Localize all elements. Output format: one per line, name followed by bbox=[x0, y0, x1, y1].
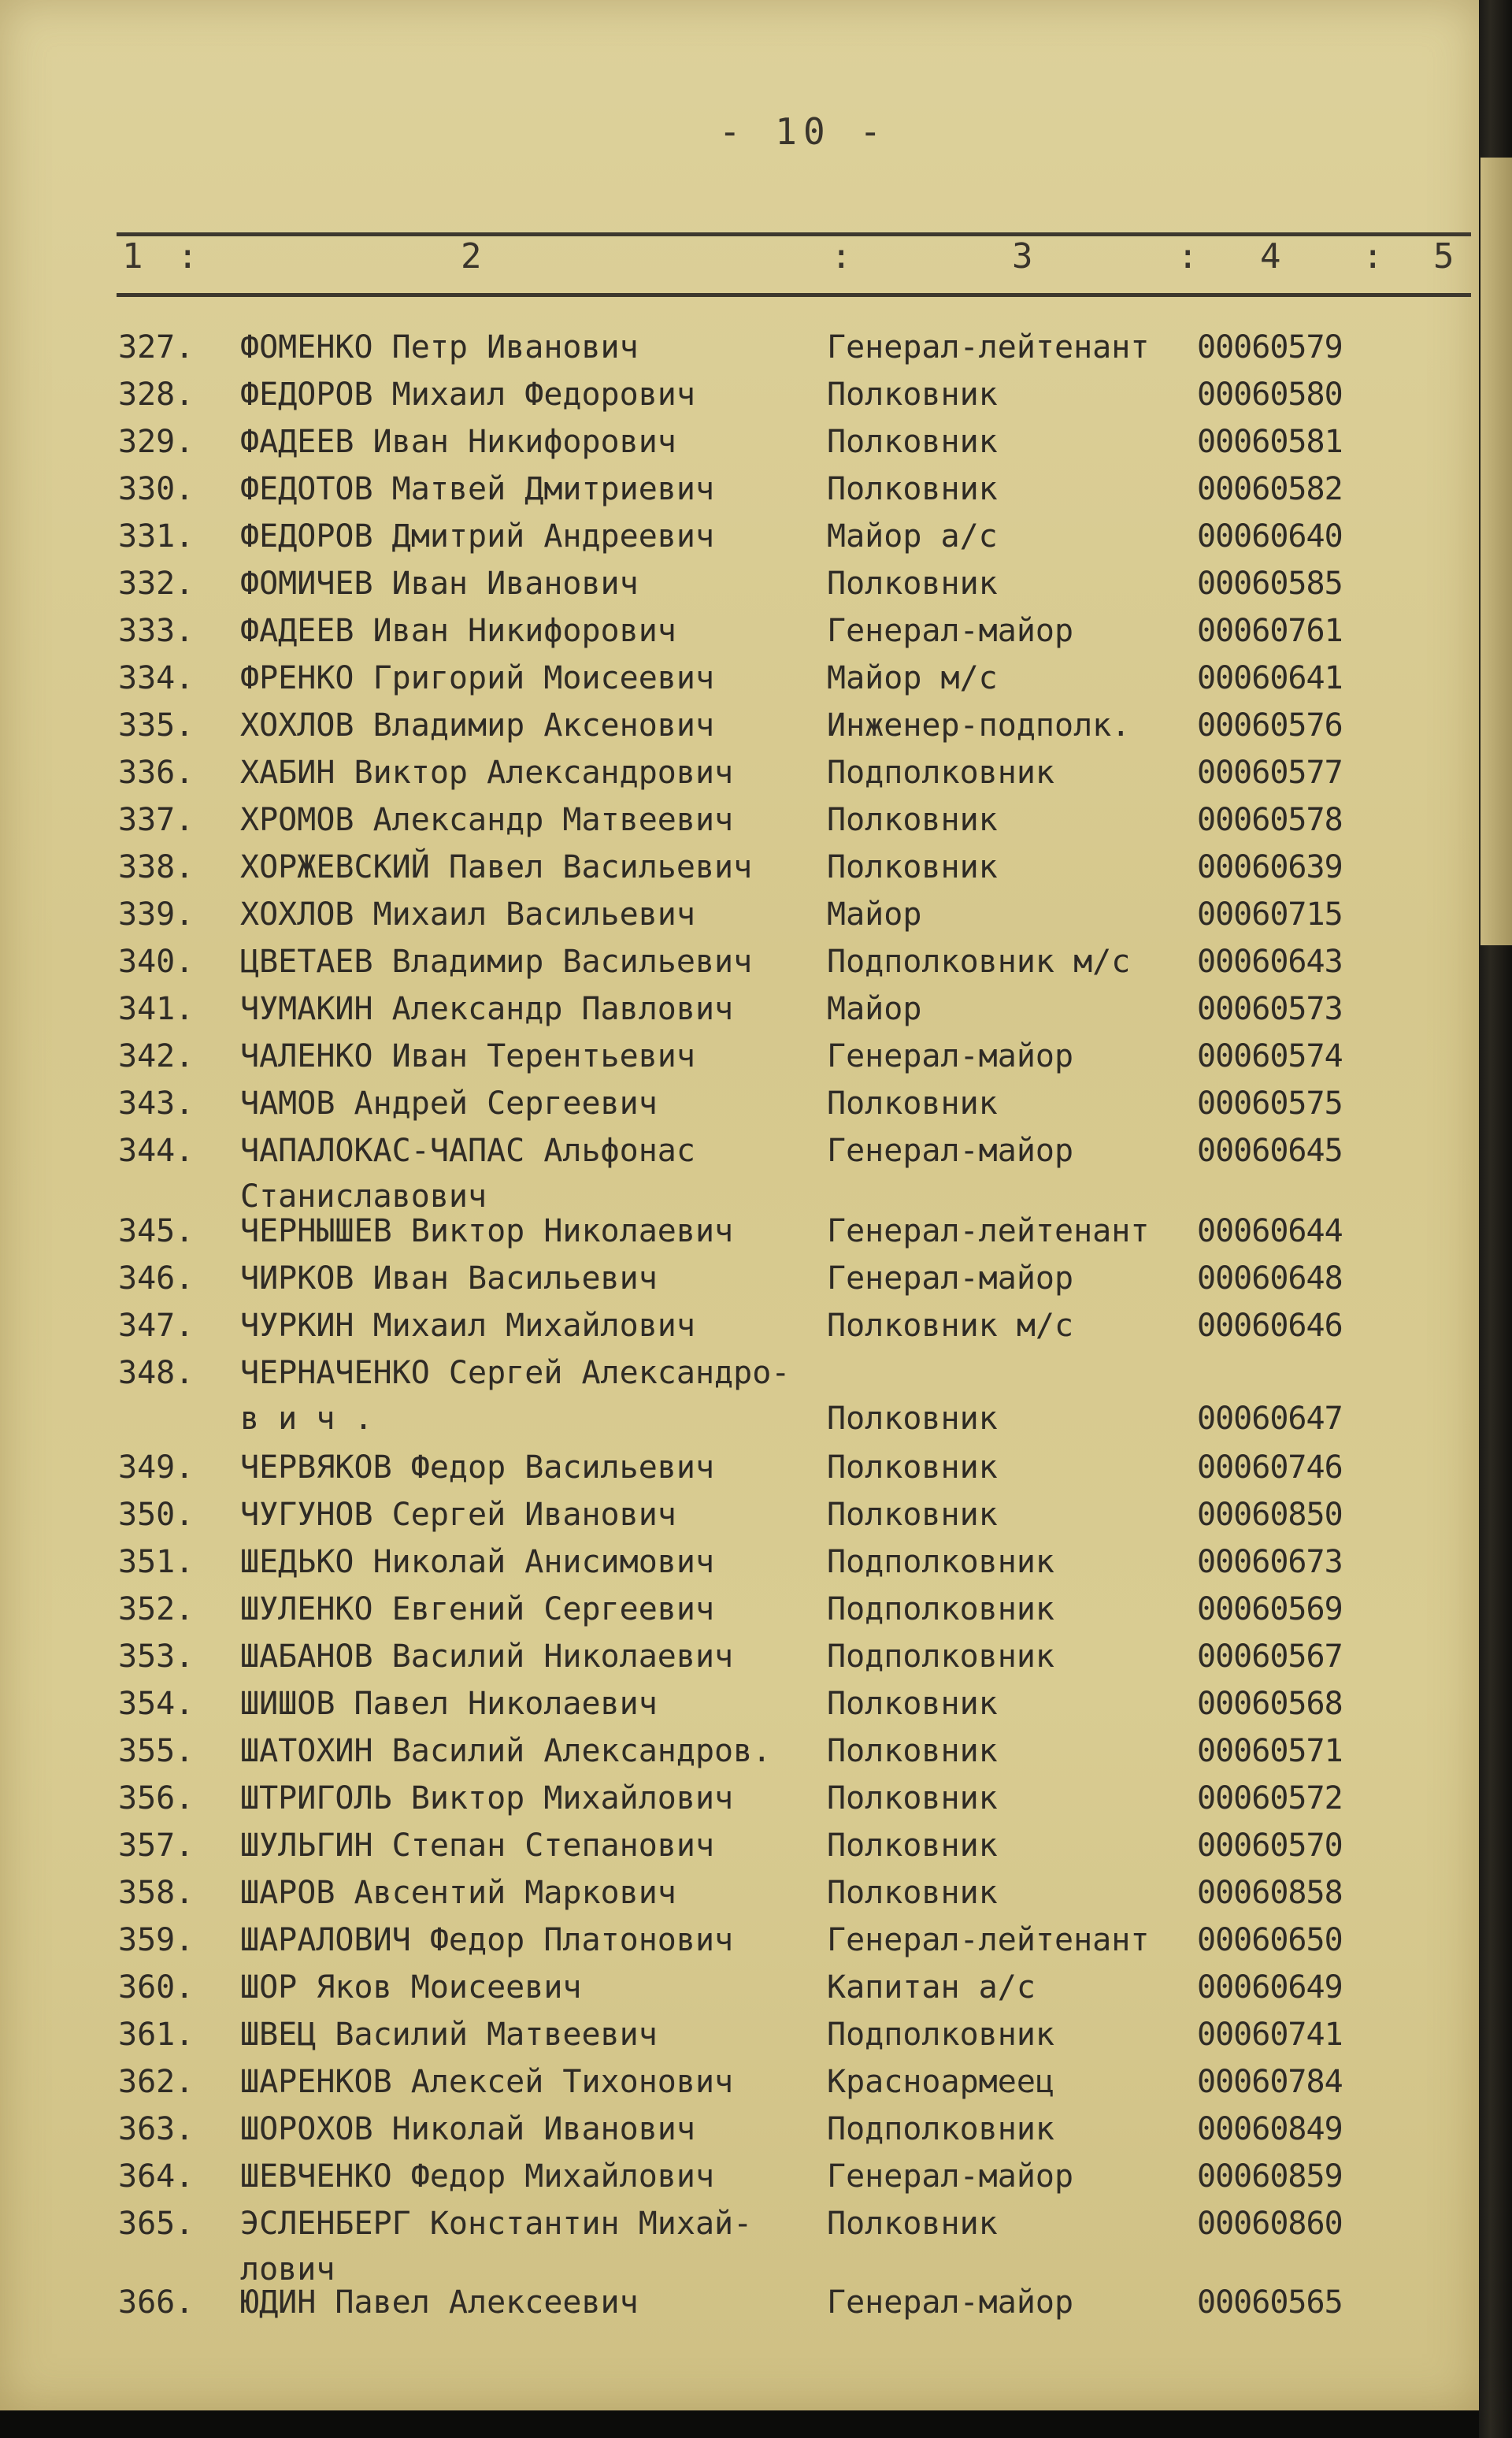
award-code: 00060761 bbox=[1197, 613, 1343, 649]
list-item bbox=[0, 518, 1479, 566]
person-name-continued: в и ч . bbox=[240, 1401, 373, 1437]
list-item bbox=[0, 802, 1479, 849]
military-rank: Красноармеец bbox=[827, 2064, 1054, 2100]
adjacent-page-edge bbox=[1480, 158, 1512, 945]
award-code: 00060567 bbox=[1197, 1638, 1343, 1675]
row-number: 356. bbox=[118, 1780, 195, 1816]
military-rank: Полковник bbox=[827, 424, 998, 460]
row-number: 348. bbox=[118, 1355, 195, 1391]
list-item bbox=[0, 1828, 1479, 1875]
person-name-continued: лович bbox=[240, 2251, 335, 2288]
row-number: 347. bbox=[118, 1308, 195, 1344]
person-name: ЧАЛЕНКО Иван Терентьевич bbox=[240, 1038, 695, 1074]
person-name: ЧАМОВ Андрей Сергеевич bbox=[240, 1085, 658, 1122]
person-name: ФЕДОРОВ Михаил Федорович bbox=[240, 377, 695, 413]
person-name: ШУЛЕНКО Евгений Сергеевич bbox=[240, 1591, 715, 1627]
person-name: ШАТОХИН Василий Александров. bbox=[240, 1733, 772, 1769]
list-item bbox=[0, 2111, 1479, 2158]
list-item bbox=[0, 1133, 1479, 1215]
list-item bbox=[0, 1922, 1479, 1969]
person-name: ХОРЖЕВСКИЙ Павел Васильевич bbox=[240, 849, 753, 885]
person-name: ШТРИГОЛЬ Виктор Михайлович bbox=[240, 1780, 734, 1816]
person-name: ЧУМАКИН Александр Павлович bbox=[240, 991, 734, 1027]
award-code: 00060746 bbox=[1197, 1449, 1343, 1486]
list-item bbox=[0, 566, 1479, 613]
military-rank: Полковник bbox=[827, 1085, 998, 1122]
award-code: 00060575 bbox=[1197, 1085, 1343, 1122]
row-number: 365. bbox=[118, 2206, 195, 2242]
person-name: ФОМИЧЕВ Иван Иванович bbox=[240, 566, 639, 602]
person-name: ХОХЛОВ Владимир Аксенович bbox=[240, 707, 715, 744]
row-number: 337. bbox=[118, 802, 195, 838]
military-rank: Полковник bbox=[827, 802, 998, 838]
award-code: 00060639 bbox=[1197, 849, 1343, 885]
list-item bbox=[0, 849, 1479, 896]
person-name: ШУЛЬГИН Степан Степанович bbox=[240, 1828, 715, 1864]
list-item bbox=[0, 2158, 1479, 2206]
row-number: 346. bbox=[118, 1260, 195, 1297]
row-number: 335. bbox=[118, 707, 195, 744]
list-item bbox=[0, 707, 1479, 755]
column-header-5: 5 bbox=[1433, 236, 1455, 276]
person-name: ШАРАЛОВИЧ Федор Платонович bbox=[240, 1922, 734, 1958]
award-code: 00060570 bbox=[1197, 1828, 1343, 1864]
row-number: 357. bbox=[118, 1828, 195, 1864]
award-code: 00060573 bbox=[1197, 991, 1343, 1027]
column-header-1: 1 bbox=[122, 236, 143, 276]
military-rank: Полковник bbox=[827, 1875, 998, 1911]
military-rank: Генерал-майор bbox=[827, 613, 1074, 649]
military-rank: Подполковник bbox=[827, 2111, 1054, 2147]
row-number: 341. bbox=[118, 991, 195, 1027]
list-item bbox=[0, 1355, 1479, 1437]
list-item bbox=[0, 1085, 1479, 1133]
award-code: 00060860 bbox=[1197, 2206, 1343, 2242]
list-item bbox=[0, 2064, 1479, 2111]
row-number: 328. bbox=[118, 377, 195, 413]
military-rank: Майор м/с bbox=[827, 660, 998, 696]
military-rank: Генерал-лейтенант bbox=[827, 329, 1150, 366]
person-name: ЧУРКИН Михаил Михайлович bbox=[240, 1308, 695, 1344]
award-code: 00060673 bbox=[1197, 1544, 1343, 1580]
award-code: 00060646 bbox=[1197, 1308, 1343, 1344]
row-number: 345. bbox=[118, 1213, 195, 1249]
award-code: 00060858 bbox=[1197, 1875, 1343, 1911]
row-number: 330. bbox=[118, 471, 195, 507]
column-header-3: 3 bbox=[1012, 236, 1033, 276]
award-code: 00060649 bbox=[1197, 1969, 1343, 2006]
award-code: 00060571 bbox=[1197, 1733, 1343, 1769]
list-item bbox=[0, 991, 1479, 1038]
award-code: 00060578 bbox=[1197, 802, 1343, 838]
person-name: ШАБАНОВ Василий Николаевич bbox=[240, 1638, 734, 1675]
list-item bbox=[0, 377, 1479, 424]
row-number: 352. bbox=[118, 1591, 195, 1627]
military-rank: Капитан а/с bbox=[827, 1969, 1036, 2006]
column-header-sep-1: : bbox=[177, 236, 198, 276]
person-name: ФАДЕЕВ Иван Никифорович bbox=[240, 424, 676, 460]
row-number: 358. bbox=[118, 1875, 195, 1911]
person-name: ФЕДОТОВ Матвей Дмитриевич bbox=[240, 471, 715, 507]
person-name: ШАРОВ Авсентий Маркович bbox=[240, 1875, 676, 1911]
military-rank: Подполковник м/с bbox=[827, 944, 1131, 980]
list-item bbox=[0, 329, 1479, 377]
row-number: 338. bbox=[118, 849, 195, 885]
military-rank: Генерал-майор bbox=[827, 1260, 1074, 1297]
military-rank: Полковник bbox=[827, 1497, 998, 1533]
list-item bbox=[0, 755, 1479, 802]
row-number: 329. bbox=[118, 424, 195, 460]
military-rank: Подполковник bbox=[827, 1591, 1054, 1627]
row-number: 362. bbox=[118, 2064, 195, 2100]
list-item bbox=[0, 1638, 1479, 1686]
person-name: ФЕДОРОВ Дмитрий Андреевич bbox=[240, 518, 715, 555]
award-code: 00060574 bbox=[1197, 1038, 1343, 1074]
header-bottom-rule bbox=[117, 293, 1471, 297]
person-name: ЧИРКОВ Иван Васильевич bbox=[240, 1260, 658, 1297]
list-item bbox=[0, 1969, 1479, 2017]
list-item bbox=[0, 944, 1479, 991]
military-rank: Генерал-майор bbox=[827, 1133, 1074, 1169]
list-item bbox=[0, 1875, 1479, 1922]
person-name: ШВЕЦ Василий Матвеевич bbox=[240, 2017, 658, 2053]
list-item bbox=[0, 1544, 1479, 1591]
list-item bbox=[0, 2206, 1479, 2288]
military-rank: Полковник bbox=[827, 471, 998, 507]
award-code: 00060640 bbox=[1197, 518, 1343, 555]
row-number: 339. bbox=[118, 896, 195, 933]
person-name: ХОХЛОВ Михаил Васильевич bbox=[240, 896, 695, 933]
military-rank: Полковник bbox=[827, 1686, 998, 1722]
row-number: 363. bbox=[118, 2111, 195, 2147]
award-code: 00060576 bbox=[1197, 707, 1343, 744]
person-name: ЧУГУНОВ Сергей Иванович bbox=[240, 1497, 676, 1533]
row-number: 334. bbox=[118, 660, 195, 696]
military-rank: Генерал-майор bbox=[827, 1038, 1074, 1074]
row-number: 340. bbox=[118, 944, 195, 980]
row-number: 336. bbox=[118, 755, 195, 791]
military-rank: Майор bbox=[827, 896, 922, 933]
award-code: 00060581 bbox=[1197, 424, 1343, 460]
list-item bbox=[0, 1591, 1479, 1638]
column-header-2: 2 bbox=[461, 236, 482, 276]
person-name: ФАДЕЕВ Иван Никифорович bbox=[240, 613, 676, 649]
award-code: 00060741 bbox=[1197, 2017, 1343, 2053]
award-code: 00060643 bbox=[1197, 944, 1343, 980]
award-code: 00060641 bbox=[1197, 660, 1343, 696]
list-item bbox=[0, 1733, 1479, 1780]
person-name: ЭСЛЕНБЕРГ Константин Михай- bbox=[240, 2206, 753, 2242]
military-rank: Полковник bbox=[827, 1401, 998, 1437]
award-code: 00060650 bbox=[1197, 1922, 1343, 1958]
award-code: 00060859 bbox=[1197, 2158, 1343, 2195]
military-rank: Полковник bbox=[827, 1828, 998, 1864]
list-item bbox=[0, 424, 1479, 471]
award-code: 00060645 bbox=[1197, 1133, 1343, 1169]
row-number: 361. bbox=[118, 2017, 195, 2053]
list-item bbox=[0, 660, 1479, 707]
row-number: 344. bbox=[118, 1133, 195, 1169]
row-number: 354. bbox=[118, 1686, 195, 1722]
row-number: 332. bbox=[118, 566, 195, 602]
list-item bbox=[0, 1497, 1479, 1544]
row-number: 343. bbox=[118, 1085, 195, 1122]
award-code: 00060784 bbox=[1197, 2064, 1343, 2100]
person-name: ШОР Яков Моисеевич bbox=[240, 1969, 582, 2006]
award-code: 00060648 bbox=[1197, 1260, 1343, 1297]
military-rank: Полковник bbox=[827, 377, 998, 413]
page-number: - 10 - bbox=[718, 110, 888, 153]
person-name: ШЕДЬКО Николай Анисимович bbox=[240, 1544, 715, 1580]
person-name: ХАБИН Виктор Александрович bbox=[240, 755, 734, 791]
row-number: 366. bbox=[118, 2284, 195, 2321]
award-code: 00060585 bbox=[1197, 566, 1343, 602]
military-rank: Полковник bbox=[827, 566, 998, 602]
row-number: 349. bbox=[118, 1449, 195, 1486]
list-item bbox=[0, 1213, 1479, 1260]
military-rank: Полковник bbox=[827, 849, 998, 885]
person-name: ФРЕНКО Григорий Моисеевич bbox=[240, 660, 715, 696]
military-rank: Полковник bbox=[827, 1780, 998, 1816]
person-name: ЧЕРНАЧЕНКО Сергей Александро- bbox=[240, 1355, 791, 1391]
row-number: 350. bbox=[118, 1497, 195, 1533]
award-code: 00060572 bbox=[1197, 1780, 1343, 1816]
list-item bbox=[0, 1260, 1479, 1308]
person-name: ЮДИН Павел Алексеевич bbox=[240, 2284, 639, 2321]
column-header-sep-4: : bbox=[1362, 236, 1384, 276]
military-rank: Майор а/с bbox=[827, 518, 998, 555]
row-number: 342. bbox=[118, 1038, 195, 1074]
column-header-4: 4 bbox=[1260, 236, 1281, 276]
military-rank: Генерал-майор bbox=[827, 2158, 1074, 2195]
list-item bbox=[0, 1449, 1479, 1497]
row-number: 355. bbox=[118, 1733, 195, 1769]
column-header-sep-3: : bbox=[1177, 236, 1199, 276]
column-header-sep-2: : bbox=[831, 236, 852, 276]
list-item bbox=[0, 896, 1479, 944]
person-name: ШОРОХОВ Николай Иванович bbox=[240, 2111, 695, 2147]
list-item bbox=[0, 1780, 1479, 1828]
military-rank: Инженер-подполк. bbox=[827, 707, 1131, 744]
award-code: 00060582 bbox=[1197, 471, 1343, 507]
person-name: ЧЕРВЯКОВ Федор Васильевич bbox=[240, 1449, 715, 1486]
list-item bbox=[0, 471, 1479, 518]
row-number: 331. bbox=[118, 518, 195, 555]
person-name: ШЕВЧЕНКО Федор Михайлович bbox=[240, 2158, 715, 2195]
military-rank: Полковник bbox=[827, 2206, 998, 2242]
award-code: 00060568 bbox=[1197, 1686, 1343, 1722]
award-code: 00060647 bbox=[1197, 1401, 1343, 1437]
military-rank: Полковник bbox=[827, 1733, 998, 1769]
military-rank: Подполковник bbox=[827, 2017, 1054, 2053]
military-rank: Генерал-майор bbox=[827, 2284, 1074, 2321]
person-name: ЧЕРНЫШЕВ Виктор Николаевич bbox=[240, 1213, 734, 1249]
military-rank: Полковник bbox=[827, 1449, 998, 1486]
list-item bbox=[0, 1038, 1479, 1085]
list-item bbox=[0, 2284, 1479, 2332]
military-rank: Подполковник bbox=[827, 755, 1054, 791]
row-number: 353. bbox=[118, 1638, 195, 1675]
person-name: ЧАПАЛОКАС-ЧАПАС Альфонас bbox=[240, 1133, 695, 1169]
row-number: 359. bbox=[118, 1922, 195, 1958]
list-item bbox=[0, 1686, 1479, 1733]
military-rank: Генерал-лейтенант bbox=[827, 1213, 1150, 1249]
row-number: 351. bbox=[118, 1544, 195, 1580]
person-name: ШАРЕНКОВ Алексей Тихонович bbox=[240, 2064, 734, 2100]
military-rank: Подполковник bbox=[827, 1544, 1054, 1580]
award-code: 00060644 bbox=[1197, 1213, 1343, 1249]
list-item bbox=[0, 1308, 1479, 1355]
person-name: ЦВЕТАЕВ Владимир Васильевич bbox=[240, 944, 753, 980]
award-code: 00060580 bbox=[1197, 377, 1343, 413]
row-number: 327. bbox=[118, 329, 195, 366]
award-code: 00060569 bbox=[1197, 1591, 1343, 1627]
person-name: ХРОМОВ Александр Матвеевич bbox=[240, 802, 734, 838]
row-number: 333. bbox=[118, 613, 195, 649]
military-rank: Майор bbox=[827, 991, 922, 1027]
award-code: 00060715 bbox=[1197, 896, 1343, 933]
military-rank: Генерал-лейтенант bbox=[827, 1922, 1150, 1958]
military-rank: Полковник м/с bbox=[827, 1308, 1074, 1344]
award-code: 00060849 bbox=[1197, 2111, 1343, 2147]
row-number: 364. bbox=[118, 2158, 195, 2195]
list-item bbox=[0, 613, 1479, 660]
person-name: ШИШОВ Павел Николаевич bbox=[240, 1686, 658, 1722]
military-rank: Подполковник bbox=[827, 1638, 1054, 1675]
award-code: 00060577 bbox=[1197, 755, 1343, 791]
row-number: 360. bbox=[118, 1969, 195, 2006]
list-item bbox=[0, 2017, 1479, 2064]
award-code: 00060565 bbox=[1197, 2284, 1343, 2321]
person-name-continued: Станиславович bbox=[240, 1178, 487, 1215]
person-name: ФОМЕНКО Петр Иванович bbox=[240, 329, 639, 366]
award-code: 00060579 bbox=[1197, 329, 1343, 366]
award-code: 00060850 bbox=[1197, 1497, 1343, 1533]
